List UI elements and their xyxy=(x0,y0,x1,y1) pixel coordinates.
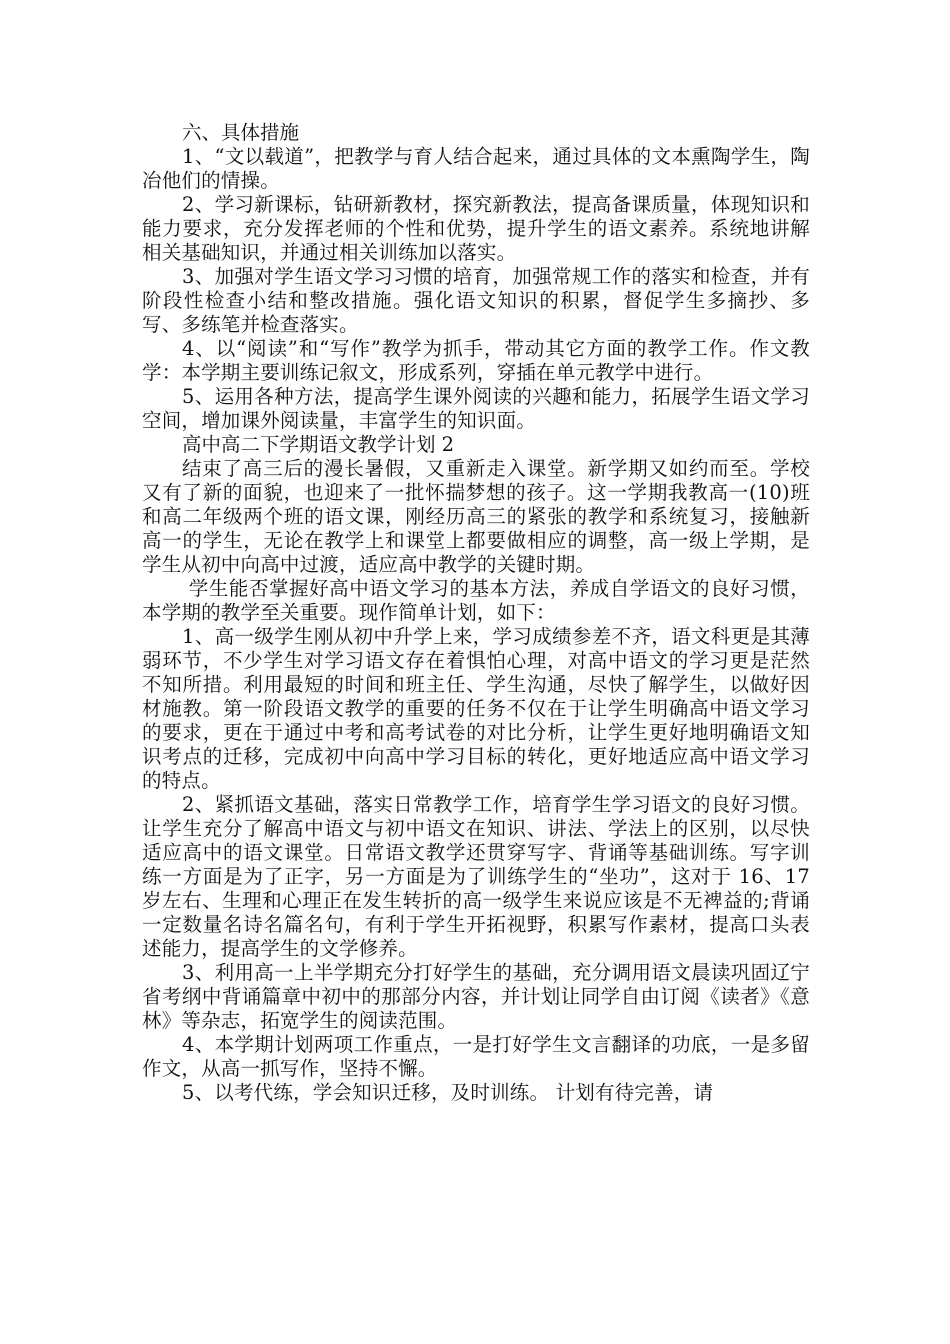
measure-paragraph-1: 1、“文以载道”，把教学与育人结合起来，通过具体的文本熏陶学生，陶冶他们的情操。 xyxy=(142,145,810,192)
measure-paragraph-5: 5、运用各种方法，提高学生课外阅读的兴趣和能力，拓展学生语文学习空间，增加课外阅读量，丰富学生的知识面。 xyxy=(142,385,810,432)
measure-paragraph-3: 3、加强对学生语文学习习惯的培育，加强常规工作的落实和检查，并有阶段性检查小结和整改措施。强化语文知识的积累，督促学生多摘抄、多写、多练笔并检查落实。 xyxy=(142,265,810,336)
plan-paragraph-1: 1、高一级学生刚从初中升学上来，学习成绩参差不齐，语文科更是其薄弱环节，不少学生对学习语文存在着惧怕心理，对高中语文的学习更是茫然不知所措。利用最短的时间和班主任、学生沟通，尽快了解学生，以做好因材施教。第一阶段语文教学的重要的任务不仅在于让学生明确高中语文学习的要求，更在于通过中考和高考试卷的对比分析，让学生更好地明确语文知识考点的迁移，完成初中向高中学习目标的转化，更好地适应高中语文学习的特点。 xyxy=(142,625,810,792)
plan-title: 高中高二下学期语文教学计划 2 xyxy=(181,433,455,456)
method-paragraph: 学生能否掌握好高中语文学习的基本方法，养成自学语文的良好习惯，本学期的教学至关重要。现作简单计划，如下： xyxy=(142,577,810,624)
plan-paragraph-5: 5、以考代练，学会知识迁移，及时训练。 计划有待完善，请 xyxy=(181,1081,714,1104)
section-heading: 六、具体措施 xyxy=(181,121,299,144)
plan-paragraph-4: 4、本学期计划两项工作重点，一是打好学生文言翻译的功底，一是多留作文，从高一抓写作，坚持不懈。 xyxy=(142,1033,810,1080)
measure-paragraph-2: 2、学习新课标，钻研新教材，探究新教法，提高备课质量，体现知识和能力要求，充分发挥老师的个性和优势，提升学生的语文素养。系统地讲解相关基础知识，并通过相关训练加以落实。 xyxy=(142,193,810,264)
plan-paragraph-3: 3、利用高一上半学期充分打好学生的基础，充分调用语文晨读巩固辽宁省考纲中背诵篇章中初中的那部分内容，并计划让同学自由订阅《读者》《意林》等杂志，拓宽学生的阅读范围。 xyxy=(142,961,810,1032)
document-body xyxy=(142,121,810,1105)
intro-paragraph: 结束了高三后的漫长暑假，又重新走入课堂。新学期又如约而至。学校又有了新的面貌，也迎来了一批怀揣梦想的孩子。这一学期我教高一(10)班和高二年级两个班的语文课，刚经历高三的紧张的教学和系统复习，接触新高一的学生，无论在教学上和课堂上都要做相应的调整，高一级上学期，是学生从初中向高中过渡，适应高中教学的关键时期。 xyxy=(142,457,810,576)
plan-paragraph-2: 2、紧抓语文基础，落实日常教学工作，培育学生学习语文的良好习惯。让学生充分了解高中语文与初中语文在知识、讲法、学法上的区别，以尽快适应高中的语文课堂。日常语文教学还贯穿写字、背诵等基础训练。写字训练一方面是为了正字，另一方面是为了训练学生的“坐功”，这对于 16、17 岁左右、生理和心理正在发生转折的高一级学生来说应该是不无裨益的;背诵一定数量名诗名篇名句，有利于学生开拓视野，积累写作素材，提高口头表述能力，提高学生的文学修养。 xyxy=(142,793,810,960)
measure-paragraph-4: 4、以“阅读”和“写作”教学为抓手，带动其它方面的教学工作。作文教学：本学期主要训练记叙文，形成系列，穿插在单元教学中进行。 xyxy=(142,337,810,384)
